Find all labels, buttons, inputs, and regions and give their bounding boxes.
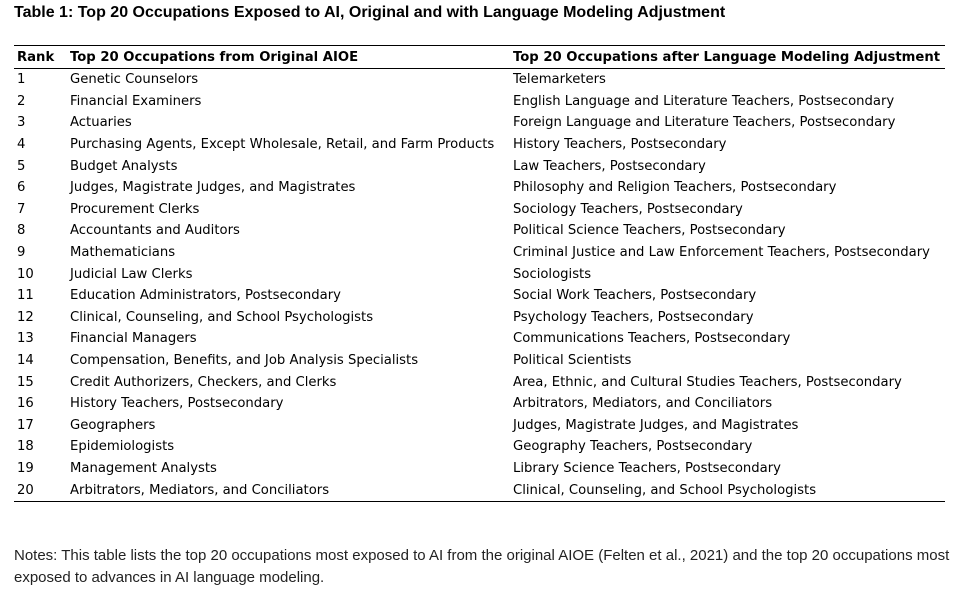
adjusted-occupation-cell: Clinical, Counseling, and School Psychologists [510, 479, 945, 501]
adjusted-occupation-cell: Law Teachers, Postsecondary [513, 158, 706, 174]
table-notes: Notes: This table lists the top 20 occupations most exposed to AI from the original AIOE (Felten et al., 2021) and the top 20 occupations most exposed to advances in AI language modeling. [14, 547, 950, 586]
original-occupation-cell: Education Administrators, Postsecondary [70, 288, 341, 304]
adjusted-occupation-cell: Foreign Language and Literature Teachers, Postsecondary [513, 115, 896, 131]
table-row [14, 479, 945, 501]
rank-cell: 13 [17, 331, 34, 347]
rank-cell: 10 [17, 266, 34, 282]
table-row [14, 91, 945, 113]
adjusted-occupation-cell: History Teachers, Postsecondary [513, 137, 727, 153]
rank-cell: 20 [14, 479, 67, 501]
rank-cell: 4 [17, 137, 26, 153]
original-occupation-cell: History Teachers, Postsecondary [70, 396, 284, 412]
header-rank: Rank [14, 46, 67, 69]
original-occupation-cell: Credit Authorizers, Checkers, and Clerks [70, 374, 337, 390]
header-language-modeling-adjustment: Top 20 Occupations after Language Modeling Adjustment [510, 46, 945, 69]
table-row [14, 328, 945, 350]
original-occupation-cell: Purchasing Agents, Except Wholesale, Retail, and Farm Products [70, 137, 495, 153]
original-occupation-cell: Accountants and Auditors [70, 223, 240, 239]
original-occupation-cell: Epidemiologists [70, 439, 175, 455]
adjusted-occupation-cell: Sociology Teachers, Postsecondary [513, 201, 743, 217]
original-occupation-cell: Financial Examiners [70, 93, 202, 109]
adjusted-occupation-cell: Communications Teachers, Postsecondary [513, 331, 791, 347]
table-row [14, 134, 945, 156]
adjusted-occupation-cell: Telemarketers [513, 72, 606, 88]
table-row [14, 436, 945, 458]
original-occupation-cell: Arbitrators, Mediators, and Conciliators [67, 479, 510, 501]
rank-cell: 6 [17, 180, 26, 196]
rank-cell: 19 [17, 460, 34, 476]
original-occupation-cell: Judges, Magistrate Judges, and Magistrates [70, 180, 356, 196]
adjusted-occupation-cell: English Language and Literature Teachers, Postsecondary [513, 93, 895, 109]
table-row [14, 220, 945, 242]
rank-cell: 18 [17, 439, 34, 455]
original-occupation-cell: Clinical, Counseling, and School Psychologists [70, 309, 374, 325]
adjusted-occupation-cell: Area, Ethnic, and Cultural Studies Teachers, Postsecondary [513, 374, 902, 390]
adjusted-occupation-cell: Psychology Teachers, Postsecondary [513, 309, 754, 325]
table-row [14, 199, 945, 221]
table-row [14, 69, 945, 91]
original-occupation-cell: Financial Managers [70, 331, 197, 347]
table-row [14, 371, 945, 393]
original-occupation-cell: Management Analysts [70, 460, 217, 476]
table-body [14, 69, 945, 502]
occupations-table [14, 45, 945, 502]
rank-cell: 16 [17, 396, 34, 412]
adjusted-occupation-cell: Arbitrators, Mediators, and Conciliators [513, 396, 773, 412]
rank-cell: 7 [17, 201, 26, 217]
rank-cell: 15 [17, 374, 34, 390]
adjusted-occupation-cell: Political Science Teachers, Postsecondary [513, 223, 786, 239]
rank-cell: 8 [17, 223, 26, 239]
table-row [14, 458, 945, 480]
original-occupation-cell: Budget Analysts [70, 158, 178, 174]
table-header-row [14, 46, 945, 69]
adjusted-occupation-cell: Library Science Teachers, Postsecondary [513, 460, 781, 476]
table-row [14, 177, 945, 199]
original-occupation-cell: Procurement Clerks [70, 201, 200, 217]
original-occupation-cell: Mathematicians [70, 245, 176, 261]
rank-cell: 9 [17, 245, 26, 261]
table-row [14, 242, 945, 264]
adjusted-occupation-cell: Sociologists [513, 266, 592, 282]
adjusted-occupation-cell: Geography Teachers, Postsecondary [513, 439, 753, 455]
original-occupation-cell: Genetic Counselors [70, 72, 199, 88]
table-title: Table 1: Top 20 Occupations Exposed to AI, Original and with Language Modeling Adjustment [14, 4, 726, 21]
rank-cell: 11 [17, 288, 34, 304]
original-occupation-cell: Actuaries [70, 115, 132, 131]
original-occupation-cell: Geographers [70, 417, 156, 433]
rank-cell: 5 [17, 158, 26, 174]
original-occupation-cell: Judicial Law Clerks [70, 266, 193, 282]
rank-cell: 3 [17, 115, 26, 131]
table-row [14, 285, 945, 307]
table-row [14, 112, 945, 134]
table-row [14, 350, 945, 372]
original-occupation-cell: Compensation, Benefits, and Job Analysis Specialists [70, 353, 419, 369]
rank-cell: 17 [17, 417, 34, 433]
adjusted-occupation-cell: Philosophy and Religion Teachers, Postsecondary [513, 180, 837, 196]
adjusted-occupation-cell: Judges, Magistrate Judges, and Magistrates [513, 417, 799, 433]
adjusted-occupation-cell: Criminal Justice and Law Enforcement Teachers, Postsecondary [513, 245, 930, 261]
header-original-aioe: Top 20 Occupations from Original AIOE [67, 46, 510, 69]
rank-cell: 2 [17, 93, 26, 109]
rank-cell: 12 [17, 309, 34, 325]
table-row [14, 263, 945, 285]
adjusted-occupation-cell: Social Work Teachers, Postsecondary [513, 288, 757, 304]
table-row [14, 393, 945, 415]
rank-cell: 1 [17, 72, 26, 88]
table-row [14, 155, 945, 177]
table-row [14, 307, 945, 329]
table-row [14, 415, 945, 437]
rank-cell: 14 [17, 353, 34, 369]
adjusted-occupation-cell: Political Scientists [513, 353, 632, 369]
